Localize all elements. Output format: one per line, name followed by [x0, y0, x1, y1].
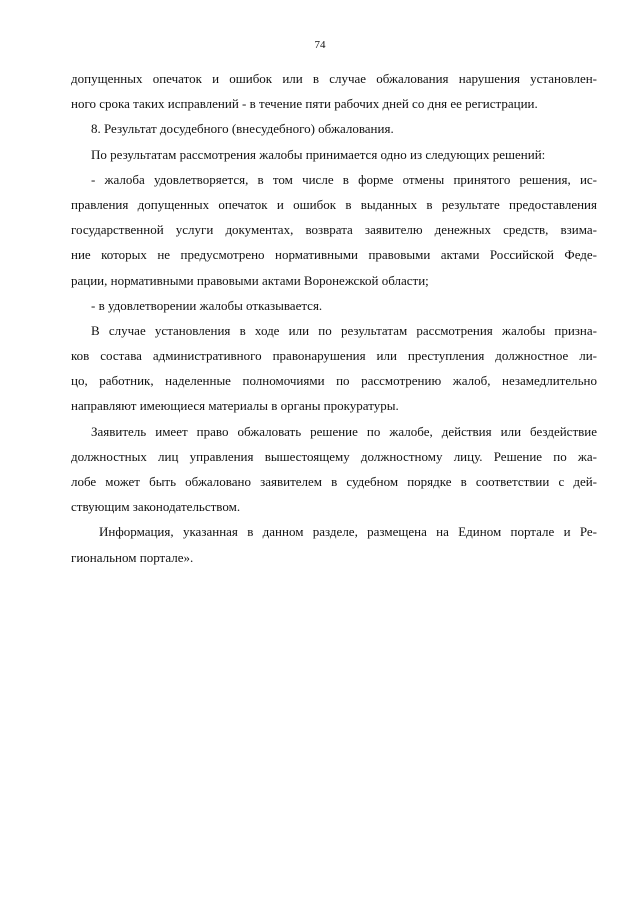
text-line: направляют имеющиеся материалы в органы прокуратуры.: [71, 398, 399, 414]
document-body: [71, 66, 597, 570]
text-line: ствующим законодательством.: [71, 499, 241, 515]
text-line: Информация, указанная в данном разделе, размещена на Едином портале и Ре-: [99, 524, 597, 540]
text-line: ного срока таких исправлений - в течение пяти рабочих дней со дня ее регистрации.: [71, 96, 538, 112]
text-line: лобе может быть обжаловано заявителем в судебном порядке в соответствии с дей-: [71, 474, 597, 489]
text-line: - в удовлетворении жалобы отказывается.: [91, 297, 323, 313]
section-heading: 8. Результат досудебного (внесудебного) обжалования.: [91, 121, 394, 137]
text-line: государственной услуги документах, возврата заявителю денежных средств, взима-: [71, 222, 597, 238]
text-line: должностных лиц управления вышестоящему должностному лицу. Решение по жа-: [71, 448, 597, 464]
text-line: правления допущенных опечаток и ошибок в выданных в результате предоставления: [71, 196, 597, 212]
text-line: Заявитель имеет право обжаловать решение по жалобе, действия или бездействие: [91, 423, 597, 439]
text-line: По результатам рассмотрения жалобы принимается одно из следующих решений:: [91, 146, 546, 162]
text-line: рации, нормативными правовыми актами Воронежской области;: [71, 272, 429, 288]
text-line: гиональном портале».: [71, 549, 194, 565]
text-line: В случае установления в ходе или по результатам рассмотрения жалобы призна-: [91, 322, 597, 338]
text-line: ние которых не предусмотрено нормативными правовыми актами Российской Феде-: [71, 247, 597, 263]
text-line: цо, работник, наделенные полномочиями по рассмотрению жалоб, незамедлительно: [71, 373, 597, 389]
text-line: допущенных опечаток и ошибок или в случае обжалования нарушения установлен-: [71, 71, 597, 86]
text-line: ков состава административного правонарушения или преступления должностное ли-: [71, 348, 597, 364]
page-number: 74: [314, 39, 326, 51]
text-line: - жалоба удовлетворяется, в том числе в форме отмены принятого решения, ис-: [91, 171, 597, 187]
